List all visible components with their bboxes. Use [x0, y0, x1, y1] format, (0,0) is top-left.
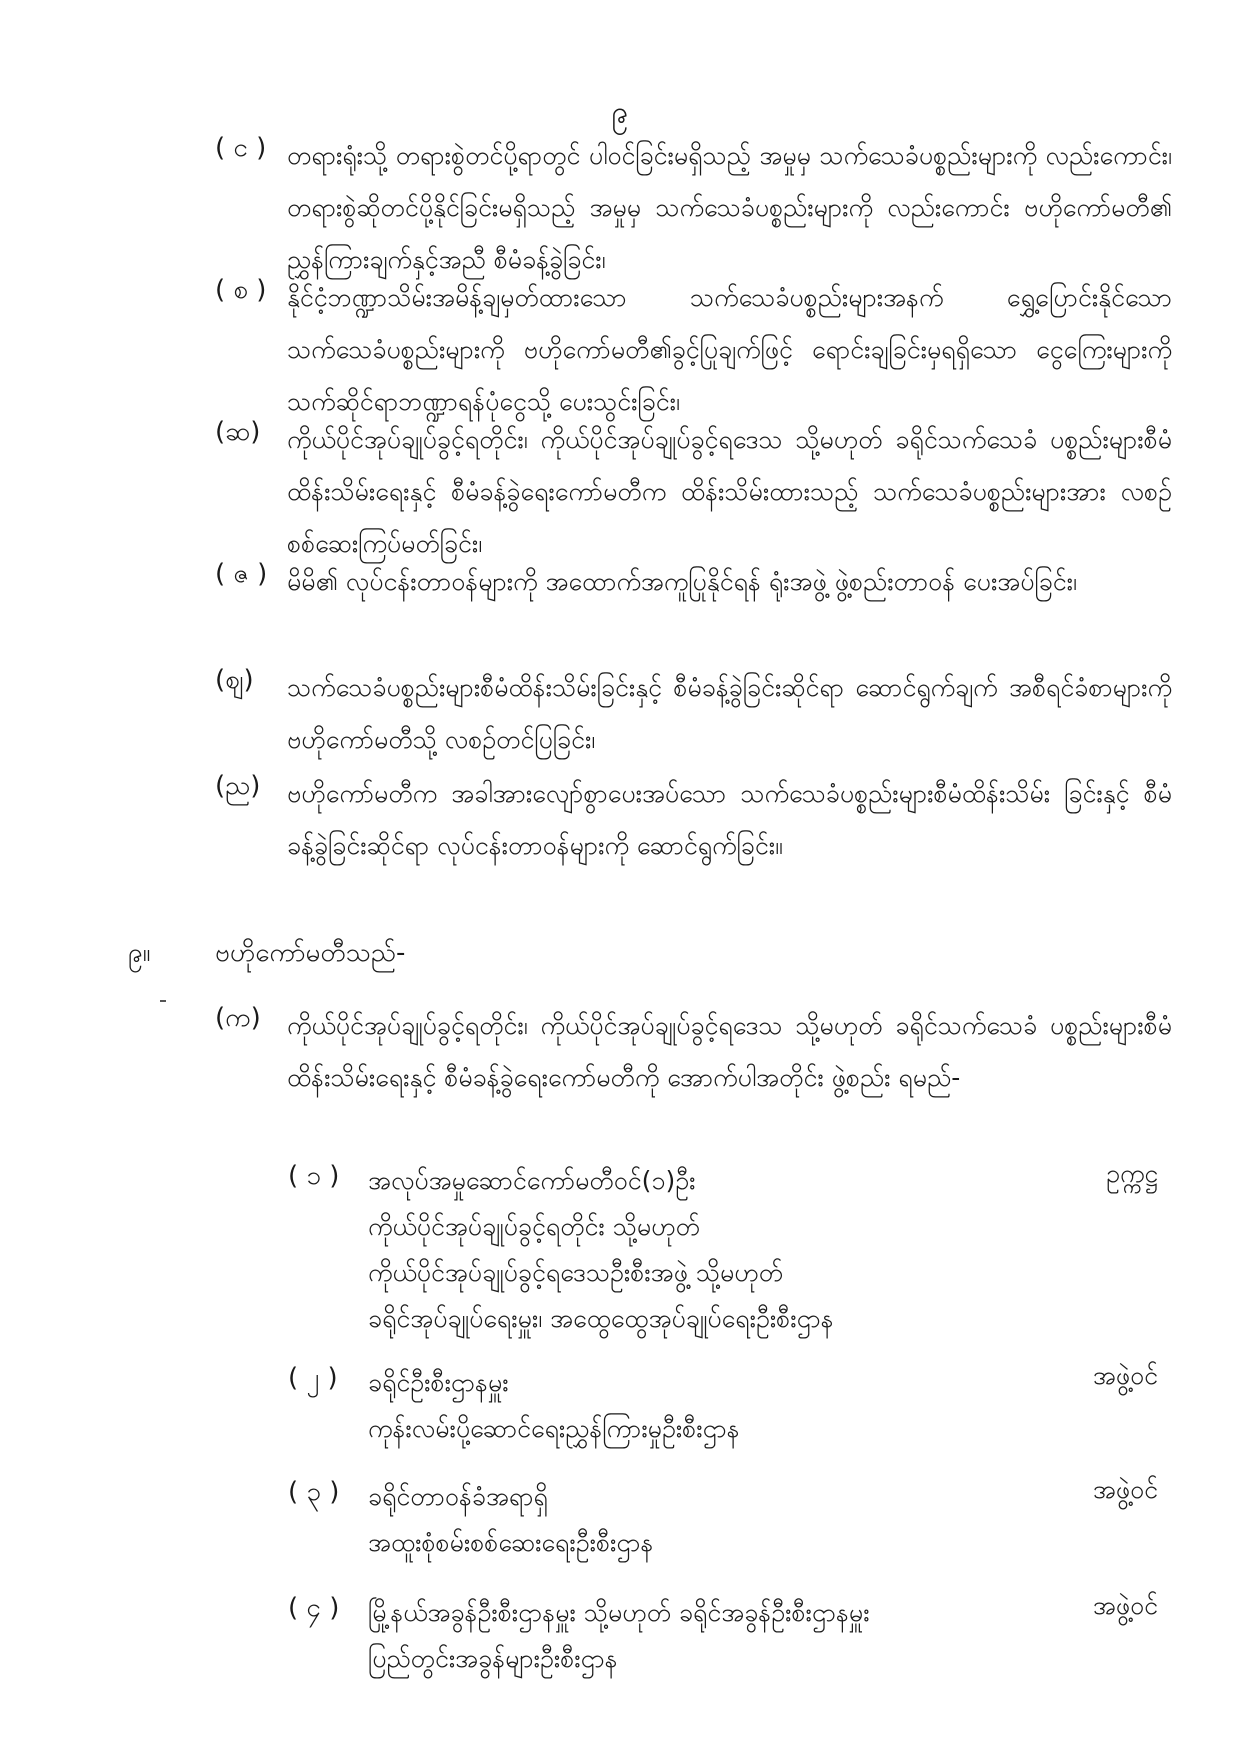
- clause-text: နိုင်ငံ့ဘဏ္ဍာသိမ်းအမိန့်ချမှတ်ထားသော သက်သေခံပစ္စည်းများအနက် ရွှေ့ပြောင်းနိုင်သော သက်သေခံပစ္စည်းများကို ဗဟိုကော်မတီ၏ခွင့်ပြုချက်ဖြင့် ရောင်းချခြင်းမှရရှိသော ငွေကြေးများကို သက်ဆိုင်ရာဘဏ္ဍာရန်ပုံငွေသို့ ပေးသွင်းခြင်း၊: [287, 283, 1172, 416]
- clause-label: ( စ ): [215, 275, 267, 305]
- member-line: ခရိုင်တာဝန်ခံအရာရှိ: [368, 1482, 548, 1511]
- member-line: အလုပ်အမှုဆောင်ကော်မတီဝင်(၁)ဦး: [368, 1166, 696, 1195]
- clause-text: ကိုယ်ပိုင်အုပ်ချုပ်ခွင့်ရတိုင်း၊ ကိုယ်ပိုင်အုပ်ချုပ်ခွင့်ရဒေသ သို့မဟုတ် ခရိုင်သက်သေခံ ပစ္စည်းများစီမံထိန်းသိမ်းရေးနှင့် စီမံခန့်ခွဲရေးကော်မတီကို အောက်ပါအတိုင်း ဖွဲ့စည်း ရမည်-: [287, 1011, 1172, 1092]
- member-lines: [368, 1158, 834, 1342]
- clause-text: မိမိ၏ လုပ်ငန်းတာဝန်များကို အထောက်အကူပြုနိုင်ရန် ရုံးအဖွဲ့ ဖွဲ့စည်းတာဝန် ပေးအပ်ခြင်း၊: [287, 567, 1077, 596]
- section-number: ၉။: [128, 938, 151, 968]
- member-lines: [368, 1590, 870, 1682]
- member-label: ( ၃ ): [288, 1477, 340, 1507]
- clause-label: (ဈ): [215, 665, 254, 695]
- clause-text: ကိုယ်ပိုင်အုပ်ချုပ်ခွင့်ရတိုင်း၊ ကိုယ်ပိုင်အုပ်ချုပ်ခွင့်ရဒေသ သို့မဟုတ် ခရိုင်သက်သေခံ ပစ္စည်းများစီမံထိန်းသိမ်းရေးနှင့် စီမံခန့်ခွဲရေးကော်မတီက ထိန်းသိမ်းထားသည့် သက်သေခံပစ္စည်းများအား လစဉ်စစ်ဆေးကြပ်မတ်ခြင်း၊: [287, 425, 1172, 558]
- member-role: အဖွဲ့ဝင်: [1092, 1475, 1158, 1504]
- member-line: ခရိုင်အုပ်ချုပ်ရေးမှူး၊ အထွေထွေအုပ်ချုပ်ရေးဦးစီးဌာန: [368, 1304, 834, 1333]
- member-role: ဥက္ကဋ္ဌ: [1106, 1159, 1158, 1188]
- member-line: ပြည်တွင်းအခွန်များဦးစီးဌာန: [368, 1644, 618, 1673]
- page-number: ၉: [611, 95, 629, 130]
- member-label: ( ၂ ): [288, 1363, 338, 1393]
- clause-label: (ဆ): [215, 417, 261, 447]
- clause-label: (က): [215, 1003, 261, 1033]
- member-label: ( ၁ ): [288, 1161, 340, 1191]
- member-label: ( ၄ ): [288, 1593, 340, 1623]
- member-line: ကိုယ်ပိုင်အုပ်ချုပ်ခွင့်ရဒေသဦးစီးအဖွဲ့ သို့မဟုတ်: [368, 1258, 784, 1287]
- scan-mark: [160, 1000, 166, 1002]
- section-intro: ဗဟိုကော်မတီသည်-: [215, 938, 406, 968]
- clause-text: သက်သေခံပစ္စည်းများစီမံထိန်းသိမ်းခြင်းနှင့် စီမံခန့်ခွဲခြင်းဆိုင်ရာ ဆောင်ရွက်ချက် အစီရင်ခံစာများကို ဗဟိုကော်မတီသို့ လစဉ်တင်ပြခြင်း၊: [287, 673, 1172, 754]
- member-lines: [368, 1474, 653, 1566]
- member-line: မြို့နယ်အခွန်ဦးစီးဌာနမှူး သို့မဟုတ် ခရိုင်အခွန်ဦးစီးဌာနမှူး: [368, 1598, 870, 1627]
- clause-label: (ည): [215, 771, 261, 801]
- clause-text: တရားရုံးသို့ တရားစွဲတင်ပို့ရာတွင် ပါဝင်ခြင်းမရှိသည့် အမှုမှ သက်သေခံပစ္စည်းများကို လည်းကောင်း၊ တရားစွဲဆိုတင်ပို့နိုင်ခြင်းမရှိသည့် အမှုမှ သက်သေခံပစ္စည်းများကို လည်းကောင်း ဗဟိုကော်မတီ၏ ညွှန်ကြားချက်နှင့်အညီ စီမံခန့်ခွဲခြင်း၊: [287, 141, 1172, 274]
- member-line: ကုန်းလမ်းပို့ဆောင်ရေးညွှန်ကြားမှုဦးစီးဌာန: [368, 1414, 740, 1443]
- member-role: အဖွဲ့ဝင်: [1092, 1361, 1158, 1390]
- member-lines: [368, 1360, 740, 1452]
- clause-label: ( ဇ ): [215, 559, 268, 589]
- clause-text: ဗဟိုကော်မတီက အခါအားလျော်စွာပေးအပ်သော သက်သေခံပစ္စည်းများစီမံထိန်းသိမ်း ခြင်းနှင့် စီမံခန့်ခွဲခြင်းဆိုင်ရာ လုပ်ငန်းတာဝန်များကို ဆောင်ရွက်ခြင်း။: [287, 779, 1172, 860]
- member-line: ခရိုင်ဦးစီးဌာနမှူး: [368, 1368, 509, 1397]
- member-role: အဖွဲ့ဝင်: [1092, 1591, 1158, 1620]
- clause-label: ( င ): [215, 133, 267, 163]
- member-line: အထူးစုံစမ်းစစ်ဆေးရေးဦးစီးဌာန: [368, 1528, 654, 1557]
- member-line: ကိုယ်ပိုင်အုပ်ချုပ်ခွင့်ရတိုင်း သို့မဟုတ်: [368, 1212, 700, 1241]
